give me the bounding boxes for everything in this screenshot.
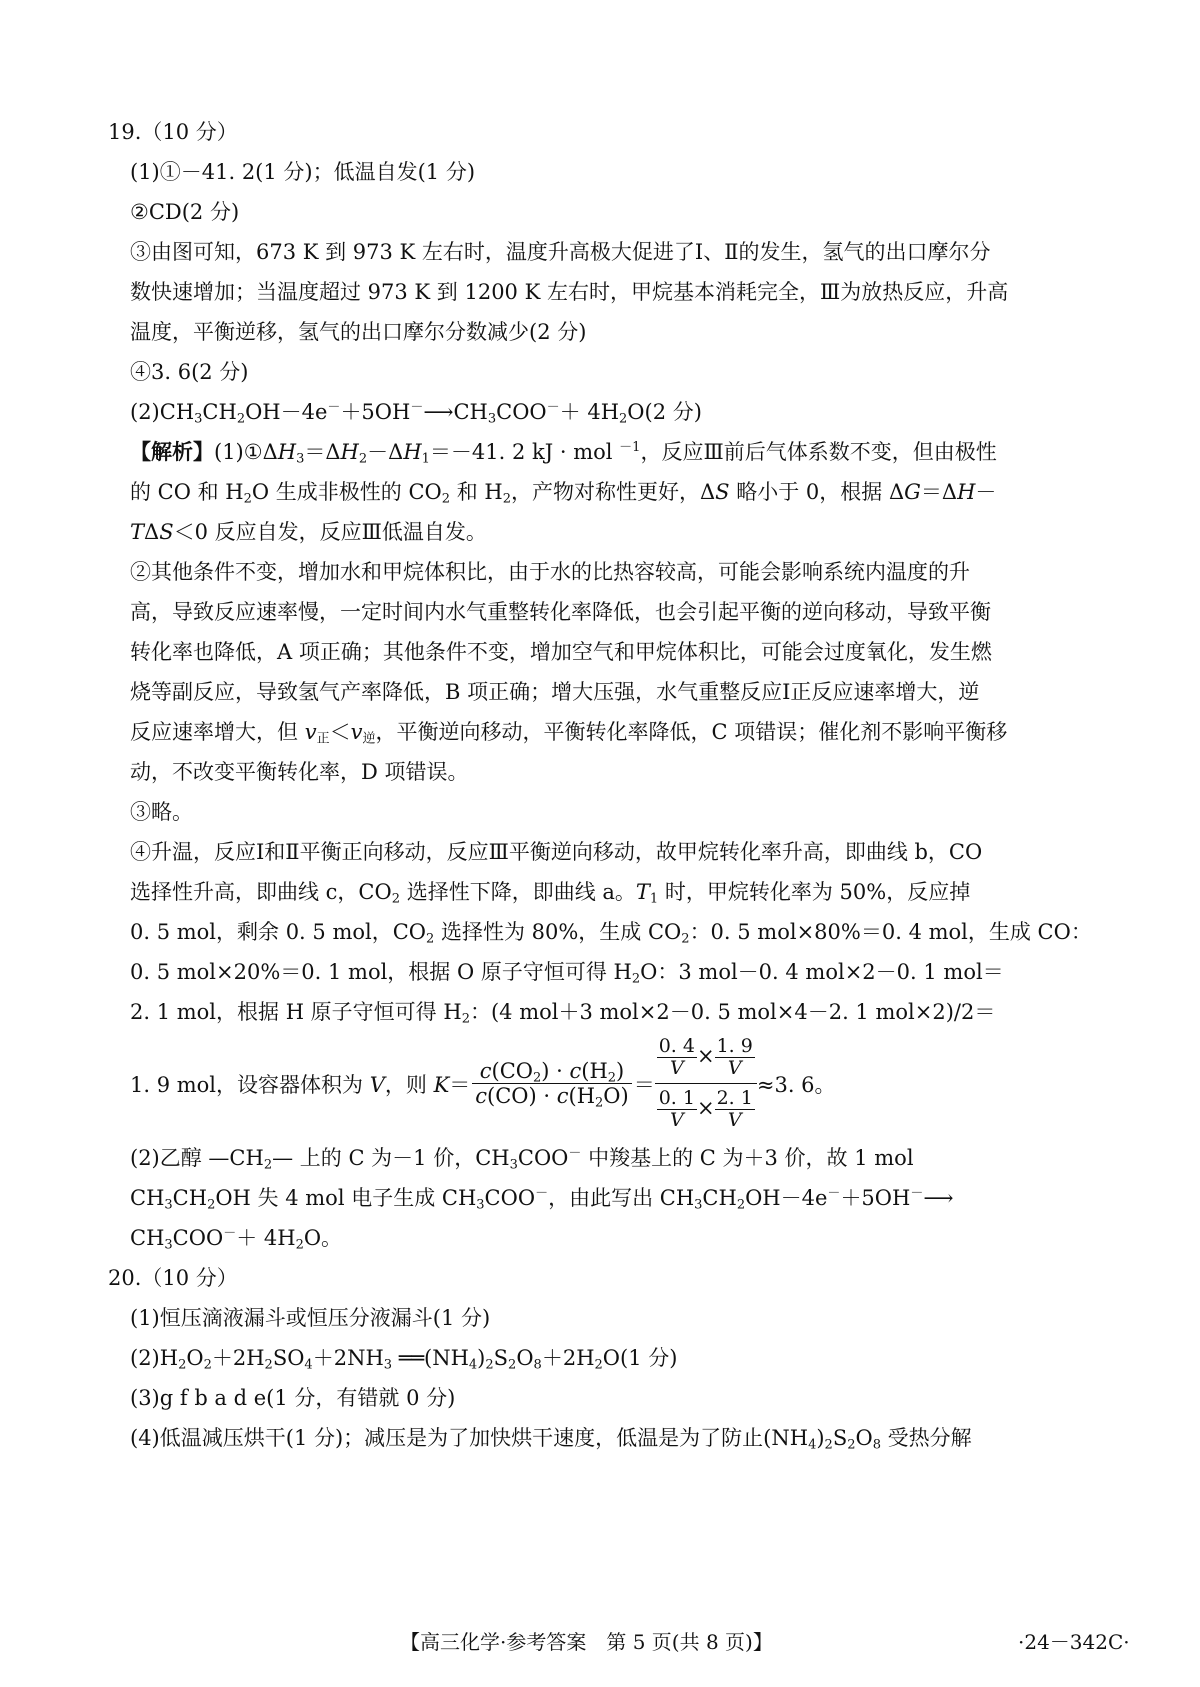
q19-answer-4: ④3. 6(2 分) — [130, 360, 249, 384]
q19-analysis-4-line-6-equation: 1. 9 mol，设容器体积为 V，则 K＝ $\frac{c(CO_2) \cdot c(H_2)}{c(CO) \cdot c(H_2O)}$ ＝ $\frac{0. 4}{V}$ × $\frac{1. 9}{V}$ $\frac{0. 1}{V}$ × $\frac{2. 1}{V}$ ≈3. 6。 — [130, 1035, 836, 1131]
q19-analysis-1-line-1: 【解析】$(1)①\Delta H_3=\Delta H_2-\Delta H_1=-41$. 2 kJ · mol $^{-1}$，反应Ⅲ前后气体系数不变，但由极性 — [130, 439, 997, 467]
analysis-label: 【解析】 — [130, 439, 214, 464]
equilibrium-expression-fraction: $\frac{c(CO_2) \cdot c(H_2)}{c(CO) \cdot c(H_2O)}$ — [472, 1059, 631, 1108]
q19-analysis-4-line-1: ④升温，反应Ⅰ和Ⅱ平衡正向移动，反应Ⅲ平衡逆向移动，故甲烷转化率升高，即曲线 b，CO — [130, 840, 983, 864]
page-footer — [0, 1626, 1200, 1658]
q19-analysis-4-line-5: 2. 1 mol，根据 H 原子守恒可得 $H_2$：(4 mol＋3 mol×2－0. 5 mol×4－2. 1 mol×2)/2＝ — [130, 1000, 996, 1027]
q19-analysis-2-line-6: 动，不改变平衡转化率，D 项错误。 — [130, 760, 469, 784]
q19-answer-2: ②CD(2 分) — [130, 200, 240, 224]
footer-doc-code: ·24－342C· — [1018, 1630, 1130, 1654]
q19-analysis-3: ③略。 — [130, 800, 193, 824]
numeric-k-fraction: $\frac{0. 4}{V}$ × $\frac{1. 9}{V}$ $\frac{0. 1}{V}$ × $\frac{2. 1}{V}$ — [655, 1036, 757, 1131]
q19-answer-1: (1)①－41. 2(1 分)；低温自发(1 分) — [130, 160, 476, 184]
q20-answer-2: $(2)H_2O_2+2H_2SO_4+2NH_3$ $══(NH_4)_2S_2O_8+2H_2O(1$ 分) — [130, 1346, 678, 1373]
q20-answer-3: (3)g f b a d e(1 分，有错就 0 分) — [130, 1386, 456, 1410]
q19-analysis-2-line-4: 烧等副反应，导致氢气产率降低，B 项正确；增大压强，水气重整反应Ⅰ正反应速率增大，逆 — [130, 680, 980, 704]
q19-answer-3-line-3: 温度，平衡逆移，氢气的出口摩尔分数减少(2 分) — [130, 320, 587, 344]
q19-analysis-2-line-5: 反应速率增大，但 $v_正<v_逆$，平衡逆向移动，平衡转化率降低，C 项错误；催化剂不影响平衡移 — [130, 720, 1008, 747]
q19-analysis-4-line-2: 选择性升高，即曲线 c，$CO_2$ 选择性下降，即曲线 a。$T_1$ 时，甲烷转化率为 50%，反应掉 — [130, 880, 971, 907]
q19-analysis-1-line-2: 的 CO 和 $H_2O$ 生成非极性的 $CO_2$ 和 $H_2$，产物对称性更好，ΔS 略小于 0，根据 ΔG＝ΔH－ — [130, 480, 997, 507]
q19-answer-3-line-1: ③由图可知，673 K 到 973 K 左右时，温度升高极大促进了Ⅰ、Ⅱ的发生，氢气的出口摩尔分 — [130, 240, 991, 264]
q19-analysis-4-line-4: 0. 5 mol×20%＝0. 1 mol，根据 O 原子守恒可得 $H_2O$：3 mol－0. 4 mol×2－0. 1 mol＝ — [130, 960, 1004, 987]
q19-analysis-1-line-3: TΔS＜0 反应自发，反应Ⅲ低温自发。 — [130, 520, 487, 544]
q19-analysis-2-line-3: 转化率也降低，A 项正确；其他条件不变，增加空气和甲烷体积比，可能会过度氧化，发生燃 — [130, 640, 992, 664]
q19-analysis-5-line-1: (2)乙醇 $—CH_2—$ 上的 C 为－1 价，$CH_3COO^-$ 中羧基上的 C 为＋3 价，故 1 mol — [130, 1146, 914, 1173]
q19-answer-5: $(2)CH_3CH_2OH-4e^-+5OH^-⟶CH_3COO^-+ 4H_2O(2$ 分) — [130, 400, 702, 427]
q20-answer-1: (1)恒压滴液漏斗或恒压分液漏斗(1 分) — [130, 1306, 491, 1330]
q19-analysis-5-line-2: $CH_3CH_2OH$ 失 4 mol 电子生成 $CH_3COO^-$，由此写出 $CH_3CH_2OH-4e^-+5OH^-⟶$ — [130, 1186, 954, 1213]
q20-header: 20.（10 分） — [108, 1266, 238, 1290]
footer-page-info: 【高三化学·参考答案 第 5 页(共 8 页)】 — [400, 1630, 773, 1654]
q19-analysis-2-line-2: 高，导致反应速率慢，一定时间内水气重整转化率降低，也会引起平衡的逆向移动，导致平衡 — [130, 600, 991, 624]
q19-analysis-4-line-3: 0. 5 mol，剩余 0. 5 mol，$CO_2$ 选择性为 80%，生成 $CO_2$：0. 5 mol×80%＝0. 4 mol，生成 CO： — [130, 920, 1092, 947]
q19-answer-3-line-2: 数快速增加；当温度超过 973 K 到 1200 K 左右时，甲烷基本消耗完全，Ⅲ为放热反应，升高 — [130, 280, 1009, 304]
q20-answer-4: (4)低温减压烘干(1 分)；减压是为了加快烘干速度，低温是为了防止$(NH_4)_2S_2O_8$ 受热分解 — [130, 1426, 972, 1453]
q19-analysis-5-line-3: $CH_3COO^-+ 4H_2O$。 — [130, 1226, 343, 1253]
q19-header: 19.（10 分） — [108, 120, 238, 144]
q19-analysis-2-line-1: ②其他条件不变，增加水和甲烷体积比，由于水的比热容较高，可能会影响系统内温度的升 — [130, 560, 970, 584]
